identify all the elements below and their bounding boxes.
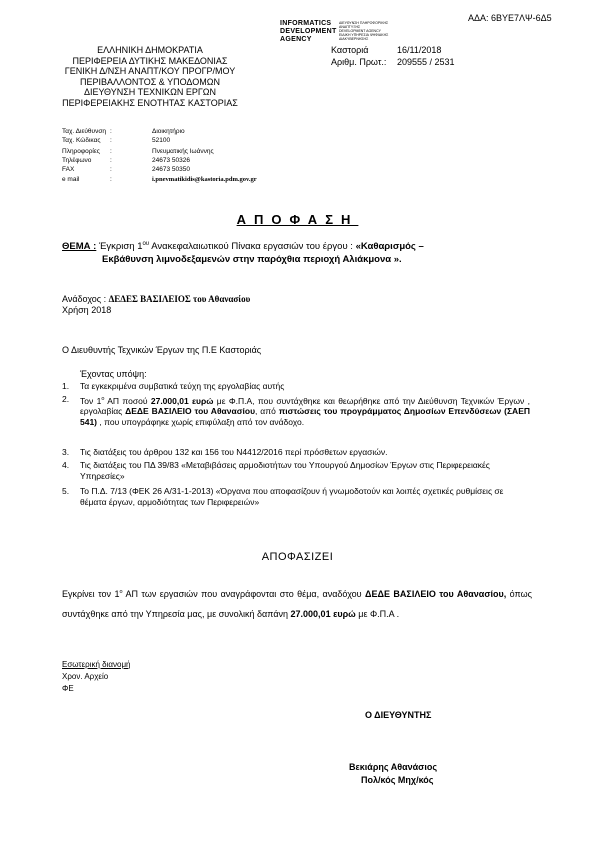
item-2-text-e: , που υπογράφηκε χωρίς επιφύλαξη από τον ανάδοχο.: [97, 416, 305, 427]
subject-line-2: Εκβάθυνση λιμνοδεξαμενών στην παρόχθια περιοχή Αλιάκμονα ».: [102, 254, 402, 265]
signature-role: Ο ΔΙΕΥΘΥΝΤΗΣ: [365, 710, 432, 720]
item-number: 4.: [62, 460, 70, 470]
contact-label: Πληροφορίες: [62, 148, 100, 155]
contractor-label: Ανάδοχος :: [62, 294, 109, 304]
signature-name: Βεκιάρης Αθανάσιος: [349, 762, 438, 772]
list-item: Τα εγκεκριμένα συμβατικά τεύχη της εργολαβίας αυτής: [80, 381, 285, 391]
director-line: Ο Διευθυντής Τεχνικών Έργων της Π.Ε Καστοριάς: [62, 345, 262, 355]
item-2-text-c: με Φ.Π.Α, που συντάχθηκε και θεωρήθηκε από την Διεύθυνση Τεχνικών Έργων , εργολαβίας: [80, 395, 530, 417]
header-line-3: ΓΕΝΙΚΗ Δ/ΝΣΗ ΑΝΑΠΤ/ΚΟΥ ΠΡΟΓΡ/ΜΟΥ: [64, 66, 236, 76]
contact-label: e mail: [62, 176, 80, 183]
contractor-line: [62, 294, 250, 304]
decision-text-b: ΑΠ των εργασιών που αναγράφονται στο θέμα, αναδόχου: [122, 589, 366, 599]
logo-small-4: ΕΙΔΙΚΗ ΥΠΗΡΕΣΙΑ ΨΗΦΙΑΚΗΣ: [339, 33, 389, 37]
informatics-agency-logo: [280, 20, 338, 50]
contact-email: i.pnevmatikidis@kastoria.pdm.gov.gr: [152, 176, 257, 183]
subject-line-1: [62, 241, 424, 252]
contact-colon: :: [110, 157, 112, 164]
item-2-contractor: ΔΕΔΕ ΒΑΣΙΛΕΙΟ του Αθανασίου: [125, 406, 256, 417]
logo-line-1: INFORMATICS: [280, 20, 332, 27]
distribution-item: Χρον. Αρχείο: [62, 672, 109, 681]
decision-contractor: ΔΕΔΕ ΒΑΣΙΛΕΙΟ του Αθανασίου,: [365, 589, 507, 599]
contact-colon: :: [110, 128, 112, 135]
header-line-1: ΕΛΛΗΝΙΚΗ ΔΗΜΟΚΡΑΤΙΑ: [97, 45, 203, 55]
fiscal-year: Χρήση 2018: [62, 305, 112, 315]
considering-heading: Έχοντας υπόψη:: [80, 369, 147, 379]
item-number: 5.: [62, 486, 70, 496]
subject-sup: ου: [142, 241, 150, 247]
decision-text-c: όπως συντάχθηκε από την Υπηρεσία μας, με συνολική δαπάνη: [62, 589, 532, 619]
contact-label: FAX: [62, 166, 75, 173]
document-title: ΑΠΟΦΑΣΗ: [236, 212, 359, 227]
item-number: 2.: [62, 394, 70, 404]
contact-label: Ταχ. Κώδικας: [62, 137, 101, 144]
contact-value: 24673 50326: [152, 157, 190, 164]
item-2-sup: ο: [101, 396, 105, 402]
contact-colon: :: [110, 166, 112, 173]
ada-code: ΑΔΑ: 6ΒΥΕ7ΛΨ-6Δ5: [468, 13, 552, 23]
distribution-item: ΦΕ: [62, 684, 74, 693]
list-item: Τις διατάξεις του άρθρου 132 και 156 του Ν4412/2016 περί πρόσθετων εργασιών.: [80, 447, 388, 457]
contact-value: 24673 50350: [152, 166, 190, 173]
authority-header: [40, 45, 260, 108]
contact-value: Διοικητήριο: [152, 128, 185, 135]
decision-text-d: με Φ.Π.Α .: [355, 609, 400, 619]
logo-small-1: ΔΙΕΥΘΥΝΣΗ ΠΛΗΡΟΦΟΡΙΚΗΣ: [339, 21, 389, 25]
header-line-5: ΔΙΕΥΘΥΝΣΗ ΤΕΧΝΙΚΩΝ ΕΡΓΩΝ: [83, 87, 217, 97]
logo-small-5: ΔΙΑΚΥΒΕΡΝΗΣΗΣ: [339, 37, 369, 41]
item-number: 3.: [62, 447, 70, 457]
contact-colon: :: [110, 176, 112, 183]
contact-label: Ταχ. Διεύθυνση: [62, 128, 106, 135]
item-2-text-a: Τον 1: [80, 395, 102, 406]
contact-label: Τηλέφωνο: [62, 157, 92, 164]
contractor-name: ΔΕΔΕΣ ΒΑΣΙΛΕΙΟΣ του Αθανασίου: [108, 294, 251, 304]
contact-colon: :: [110, 137, 112, 144]
protocol-label: Αριθμ. Πρωτ.:: [331, 57, 387, 67]
contact-value: 52100: [152, 137, 171, 144]
subject-bold-a: «Καθαρισμός –: [355, 241, 424, 253]
item-2-text-d: , από: [255, 406, 279, 417]
decision-amount: 27.000,01 ευρώ: [290, 609, 356, 619]
protocol-number: 209555 / 2531: [397, 57, 455, 67]
distribution-label: Εσωτερική διανομή: [62, 660, 131, 669]
logo-small-2: ΑΝΑΠΤΥΞΗΣ: [339, 25, 361, 29]
signature-title: Πολ/κός Μηχ/κός: [361, 775, 434, 785]
list-item: Τις διατάξεις του ΠΔ 39/83 «Μεταβιβάσεις αρμοδιοτήτων του Υπουργού Δημοσίων Έργων στις Περιφερειακές Υπηρεσίες»: [80, 460, 490, 481]
header-line-6: ΠΕΡΙΦΕΡΕΙΑΚΗΣ ΕΝΟΤΗΤΑΣ ΚΑΣΤΟΡΙΑΣ: [62, 97, 238, 108]
decides-heading: ΑΠΟΦΑΣΙΖΕΙ: [261, 551, 334, 563]
item-number: 1.: [62, 381, 70, 391]
item-2-program: πιστώσεις του προγράμματος Δημοσίων Επενδύσεων (ΣΑΕΠ 541): [80, 406, 530, 427]
item-2-text-b: ΑΠ ποσού: [104, 395, 151, 406]
decision-text: [62, 582, 532, 624]
subject-text-b: Ανακεφαλαιωτικού Πίνακα εργασιών του έργου :: [149, 241, 356, 253]
item-2-amount: 27.000,01 ευρώ: [150, 395, 214, 406]
header-line-2: ΠΕΡΙΦΕΡΕΙΑ ΔΥΤΙΚΗΣ ΜΑΚΕΔΟΝΙΑΣ: [72, 55, 228, 66]
subject-text-a: Έγκριση 1: [98, 241, 143, 253]
decision-text-a: Εγκρίνει τον 1: [62, 589, 120, 599]
list-item: Το Π.Δ. 7/13 (ΦΕΚ 26 Α/31-1-2013) «Όργανα που αποφασίζουν ή γνωμοδοτούν και λοιπές σχετικές ρυθμίσεις σε θέματα έργων, αρμοδιότητας των Περιφερειών»: [80, 486, 504, 507]
contact-colon: :: [110, 148, 112, 155]
document-date: 16/11/2018: [397, 45, 442, 55]
logo-line-2: DEVELOPMENT: [280, 28, 337, 35]
subject-label: ΘΕΜΑ :: [62, 241, 97, 253]
decision-sup: ο: [119, 589, 123, 595]
contact-value: Πνευματικής Ιωάννης: [152, 148, 214, 155]
header-line-4: ΠΕΡΙΒΑΛΛΟΝΤΟΣ & ΥΠΟΔΟΜΩΝ: [80, 76, 220, 87]
logo-small-3: DEVELOPMENT AGENCY: [339, 29, 381, 33]
logo-line-3: AGENCY: [280, 36, 312, 43]
logo-small-text: [339, 21, 388, 41]
place-label: Καστοριά: [331, 45, 369, 55]
list-item: [80, 394, 530, 427]
